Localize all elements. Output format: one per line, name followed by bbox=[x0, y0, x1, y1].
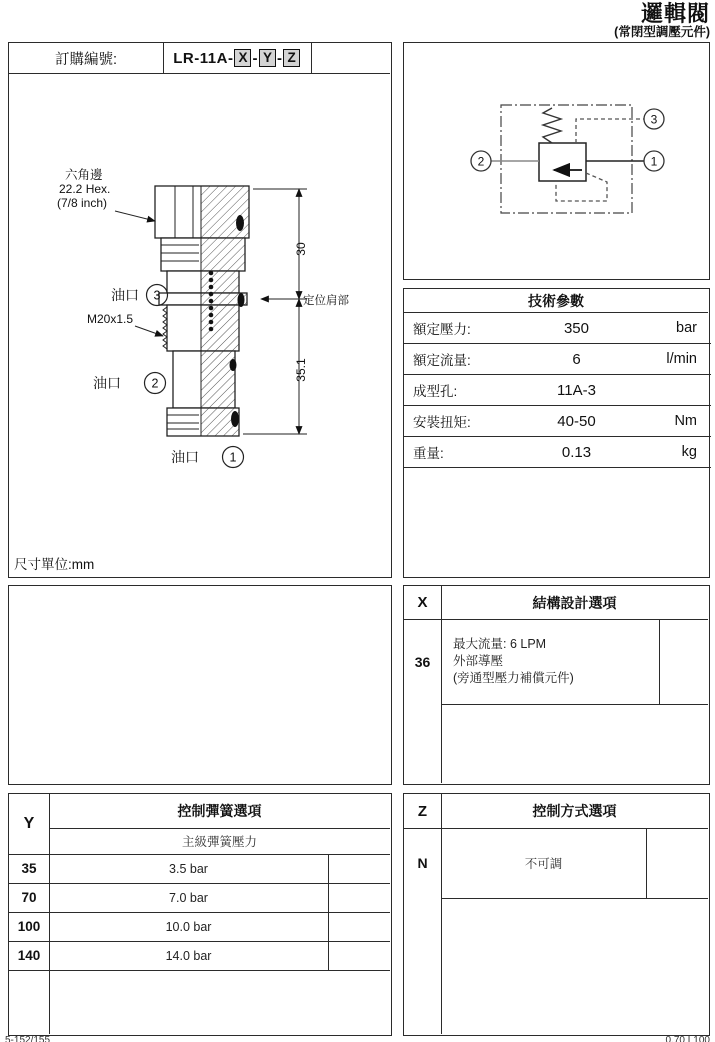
schematic-spring bbox=[543, 108, 561, 143]
drawing-panel bbox=[8, 42, 392, 578]
svg-text:(7/8 inch): (7/8 inch) bbox=[57, 196, 108, 210]
svg-text:22.2 Hex.: 22.2 Hex. bbox=[59, 182, 111, 196]
z-options-key: Z bbox=[417, 802, 428, 820]
valve-cross-section-drawing bbox=[9, 73, 393, 549]
param-unit: kg bbox=[681, 444, 697, 460]
param-unit: Nm bbox=[674, 413, 697, 429]
y-option-desc: 7.0 bar bbox=[169, 890, 208, 905]
order-code-prefix: LR-11A- bbox=[173, 49, 234, 67]
param-value: 350 bbox=[563, 319, 589, 337]
divider bbox=[328, 854, 329, 970]
svg-text:油口: 油口 bbox=[111, 287, 139, 303]
divider bbox=[659, 619, 660, 704]
order-code-y: Y bbox=[259, 49, 276, 67]
param-label: 重量: bbox=[413, 446, 444, 461]
divider bbox=[441, 898, 708, 899]
thread-label bbox=[87, 312, 163, 336]
z-option-desc: 不可調 bbox=[524, 857, 563, 871]
param-label: 額定流量: bbox=[413, 353, 471, 368]
param-label: 安裝扭矩: bbox=[413, 415, 471, 430]
tech-params-title: 技術參數 bbox=[404, 289, 708, 313]
x-option-desc-line: 外部導壓 bbox=[453, 654, 504, 668]
page-title-block bbox=[614, 2, 710, 40]
empty-panel bbox=[8, 585, 392, 785]
param-row bbox=[404, 344, 711, 375]
order-code-x: X bbox=[234, 49, 251, 67]
param-value: 11A-3 bbox=[557, 381, 596, 399]
port-2-label bbox=[93, 373, 166, 394]
y-option-desc: 14.0 bar bbox=[165, 948, 212, 963]
page-subtitle: (常閉型調壓元件) bbox=[614, 25, 710, 40]
schematic-valve-square bbox=[539, 143, 586, 181]
valve-spring-dots bbox=[209, 271, 214, 332]
svg-text:2: 2 bbox=[477, 154, 485, 169]
order-code-sep: - bbox=[276, 49, 283, 67]
x-options-panel bbox=[403, 585, 710, 785]
z-options-title: 控制方式選項 bbox=[532, 803, 617, 819]
z-options-panel bbox=[403, 793, 710, 1036]
svg-text:油口: 油口 bbox=[93, 375, 121, 391]
dim-35-1-label: 35.1 bbox=[294, 358, 308, 382]
z-option-code: N bbox=[417, 855, 428, 871]
y-option-desc: 3.5 bar bbox=[169, 861, 208, 876]
port-1-label bbox=[171, 447, 244, 468]
footer-right: 0.70 L100 bbox=[665, 1035, 710, 1042]
divider bbox=[311, 43, 312, 73]
y-option-code: 35 bbox=[21, 861, 37, 876]
y-options-title: 控制彈簧選項 bbox=[177, 803, 262, 819]
svg-text:1: 1 bbox=[229, 450, 237, 465]
param-unit: bar bbox=[676, 320, 697, 336]
param-value: 0.13 bbox=[561, 443, 592, 461]
y-options-subtitle: 主級彈簧壓力 bbox=[181, 835, 257, 849]
y-option-code: 100 bbox=[17, 919, 41, 934]
pilot-line-port3 bbox=[576, 119, 644, 143]
hex-label bbox=[57, 167, 155, 221]
param-row bbox=[404, 437, 711, 468]
y-options-panel bbox=[8, 793, 392, 1036]
schematic-port-3 bbox=[644, 109, 664, 129]
param-value: 40-50 bbox=[557, 412, 596, 430]
y-option-code: 140 bbox=[17, 948, 41, 963]
x-option-desc-line: (旁通型壓力補償元件) bbox=[453, 671, 574, 685]
y-option-code: 70 bbox=[21, 890, 37, 905]
svg-text:2: 2 bbox=[151, 376, 159, 391]
dimension-lines bbox=[243, 189, 307, 434]
x-option-desc-line: 最大流量: 6 LPM bbox=[453, 637, 547, 651]
svg-text:3: 3 bbox=[153, 288, 161, 303]
param-label: 額定壓力: bbox=[413, 322, 471, 337]
svg-text:1: 1 bbox=[650, 154, 658, 169]
dimension-units-note: 尺寸單位:mm bbox=[14, 557, 95, 572]
page-title: 邏輯閥 bbox=[640, 1, 710, 26]
schematic-panel bbox=[403, 42, 710, 280]
param-row bbox=[404, 406, 711, 437]
order-code-z: Z bbox=[283, 49, 299, 67]
order-code bbox=[163, 43, 311, 73]
param-label: 成型孔: bbox=[413, 384, 458, 399]
y-options-key: Y bbox=[23, 815, 35, 832]
locating-shoulder-label: 定位肩部 bbox=[303, 295, 349, 307]
x-options-title: 結構設計選項 bbox=[532, 594, 617, 611]
footer-left: 5-152/155 bbox=[5, 1035, 51, 1042]
port-3-label bbox=[111, 285, 168, 306]
param-value: 6 bbox=[572, 350, 581, 368]
order-code-sep: - bbox=[252, 49, 258, 67]
svg-text:M20x1.5: M20x1.5 bbox=[87, 312, 134, 326]
svg-text:3: 3 bbox=[650, 112, 658, 127]
svg-text:油口: 油口 bbox=[171, 449, 199, 465]
dim-30-label: 30 bbox=[294, 242, 308, 256]
param-unit: l/min bbox=[666, 351, 697, 367]
y-option-desc: 10.0 bar bbox=[165, 919, 212, 934]
schematic-port-2 bbox=[471, 151, 491, 171]
x-option-desc bbox=[453, 619, 653, 704]
hydraulic-schematic bbox=[404, 43, 708, 278]
divider bbox=[441, 704, 708, 705]
param-row bbox=[404, 313, 711, 344]
x-options-key: X bbox=[417, 594, 428, 611]
param-row bbox=[404, 375, 711, 406]
divider bbox=[646, 828, 647, 898]
order-number-label: 訂購編號: bbox=[54, 51, 118, 68]
divider bbox=[9, 970, 390, 971]
x-option-code: 36 bbox=[414, 653, 431, 670]
schematic-port-1 bbox=[644, 151, 664, 171]
svg-text:六角邊: 六角邊 bbox=[65, 168, 103, 182]
tech-params-panel bbox=[403, 288, 710, 578]
